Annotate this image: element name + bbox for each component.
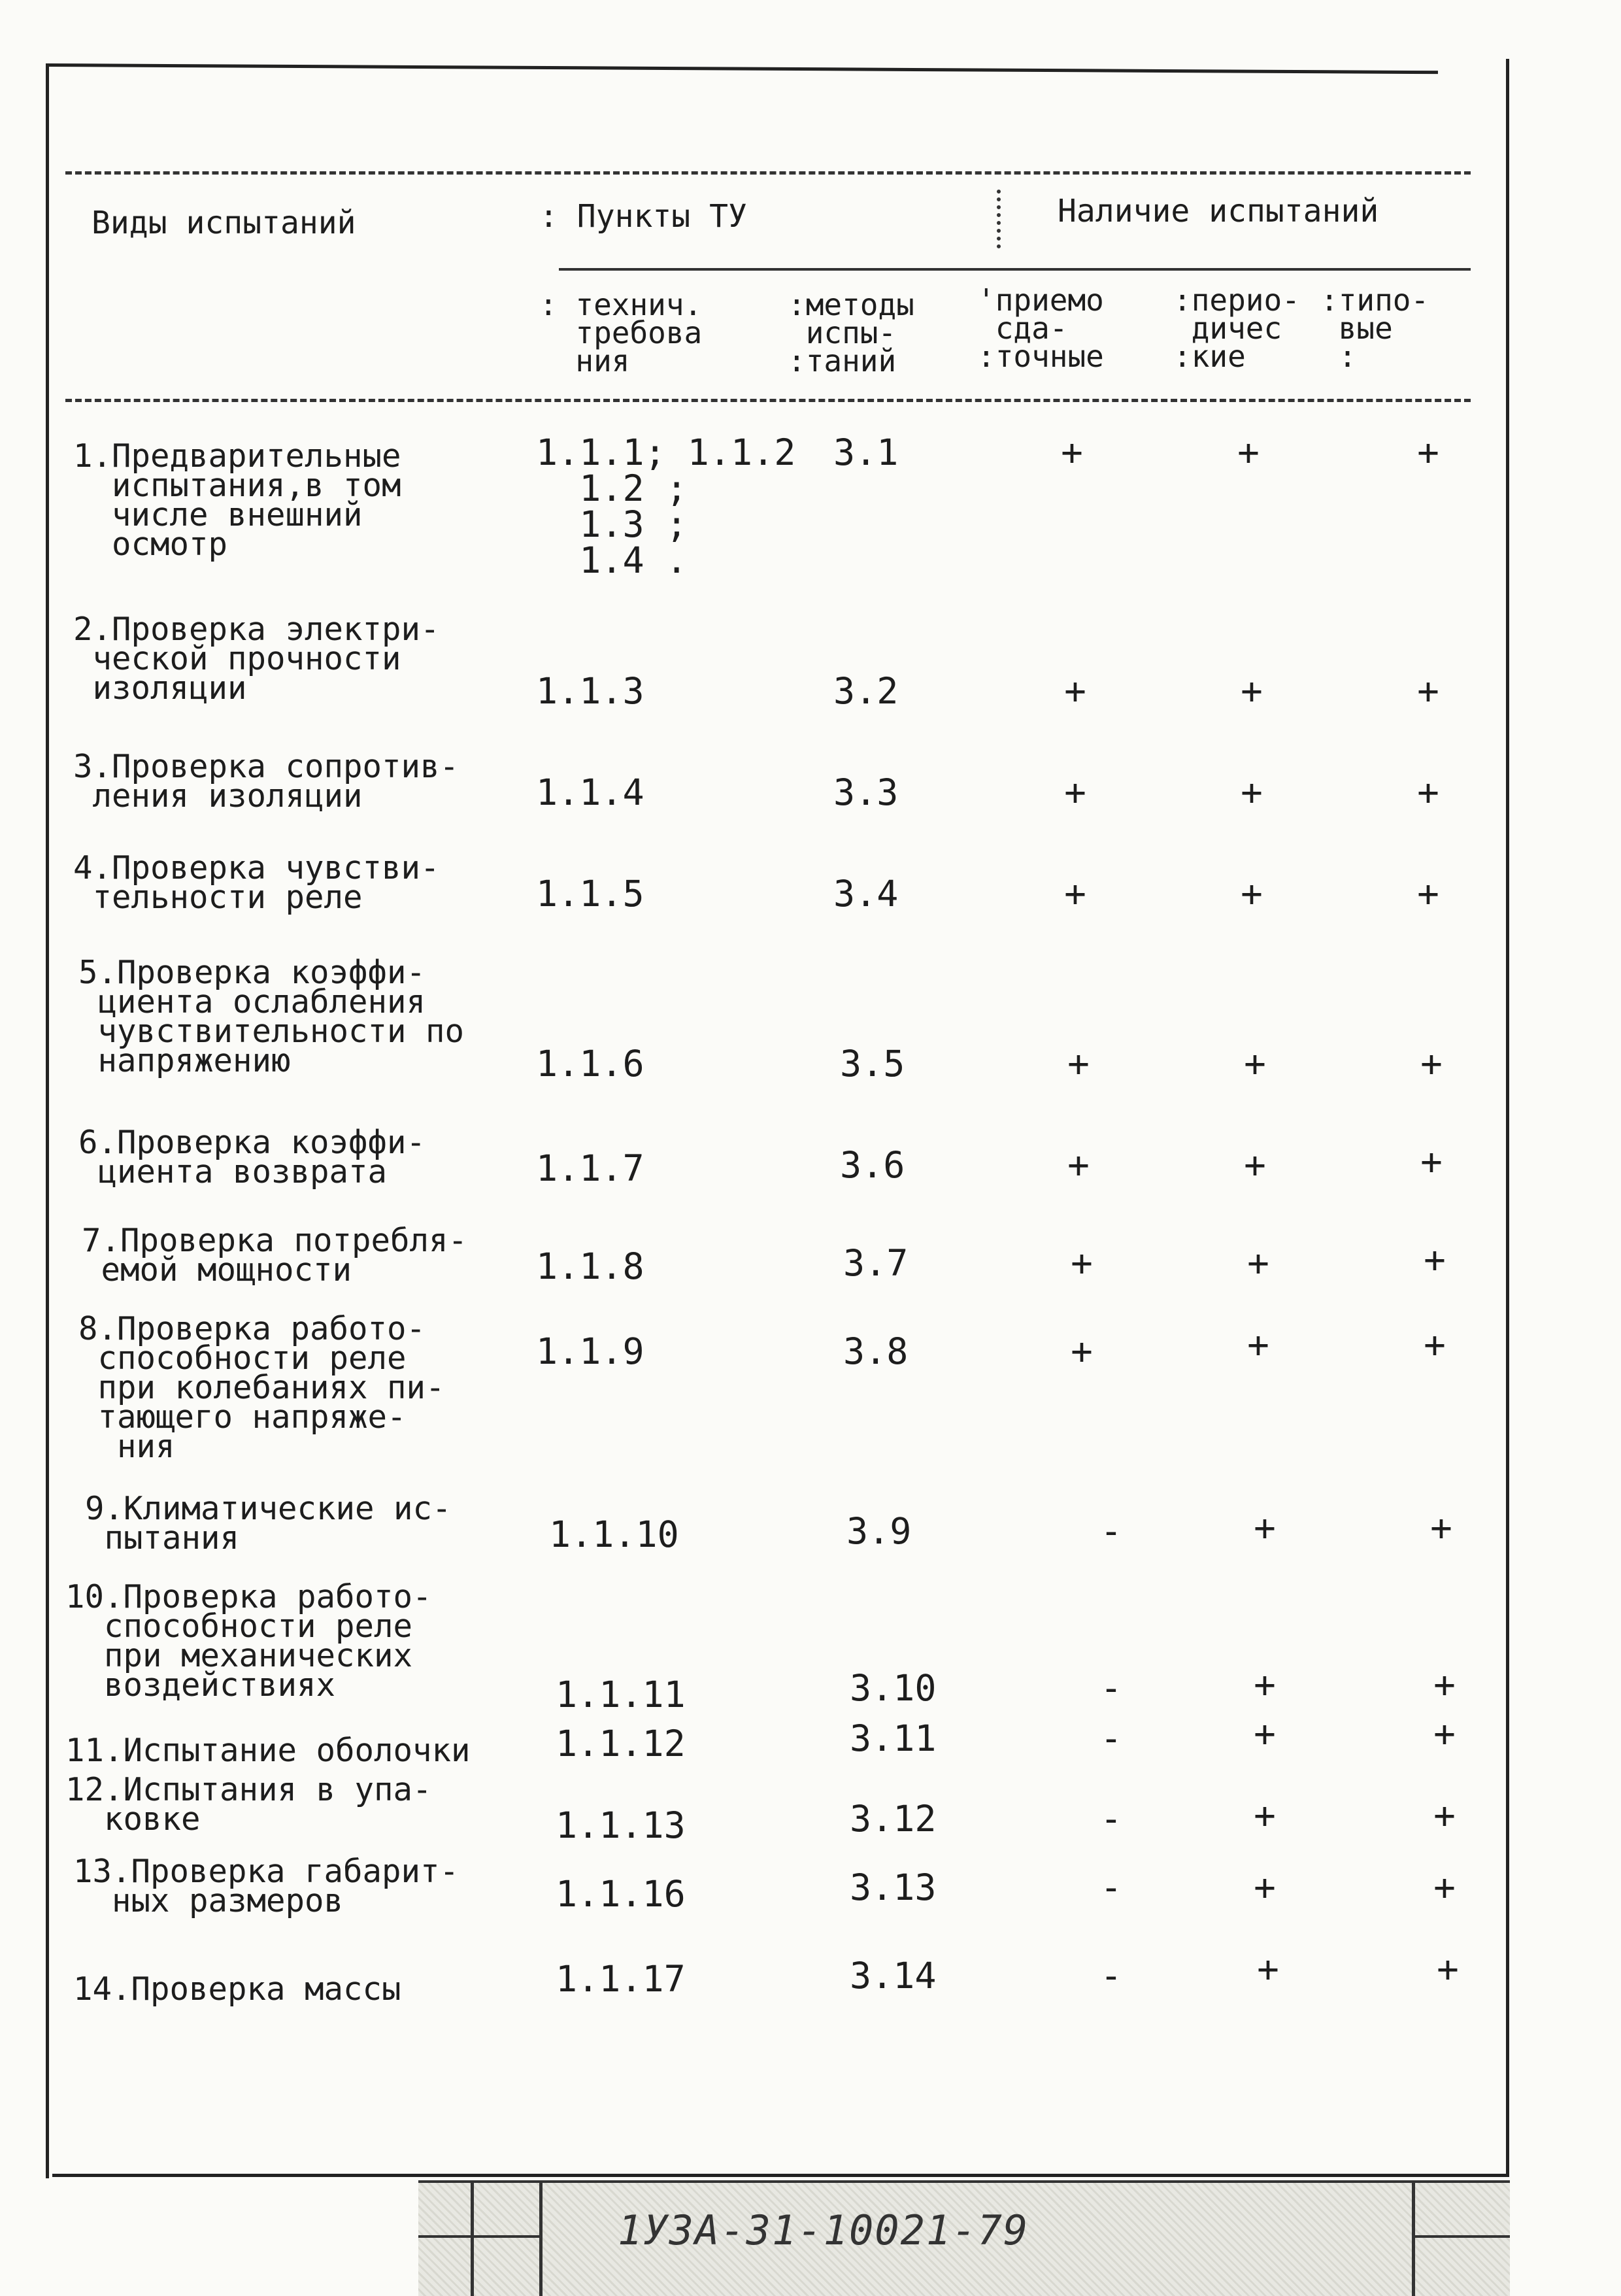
test-row-periodic-mark: + xyxy=(1247,1242,1269,1285)
test-row-name: 3.Проверка сопротив- ления изоляции xyxy=(73,748,460,815)
test-row-name: 12.Испытания в упа- ковке xyxy=(65,1771,432,1838)
test-row-periodic-mark: + xyxy=(1257,1948,1279,1991)
header-test-availability: Наличие испытаний xyxy=(1058,193,1379,229)
test-row-acceptance-mark: + xyxy=(1067,1144,1090,1187)
test-row-name: 5.Проверка коэффи- циента ослабления чувствительности по напряжению xyxy=(78,954,465,1079)
subheader-test-methods: :методы испы- :таний xyxy=(788,287,914,379)
test-row-type-mark: + xyxy=(1424,1324,1446,1366)
test-row-periodic-mark: + xyxy=(1241,873,1263,915)
test-row-name: 9.Климатические ис- пытания xyxy=(85,1490,452,1557)
frame-left-line xyxy=(46,63,49,2178)
test-row-name: 6.Проверка коэффи- циента возврата xyxy=(78,1124,426,1190)
test-row-periodic-mark: + xyxy=(1254,1866,1276,1909)
test-row-periodic-mark: + xyxy=(1241,771,1263,814)
test-row-name: 2.Проверка электри- ческой прочности изоляции xyxy=(73,611,440,707)
header-top-dashed-rule xyxy=(65,171,1471,175)
header-test-types: Виды испытаний xyxy=(92,205,356,241)
test-row-tech-ref: 1.1.13 xyxy=(556,1804,686,1846)
test-row-acceptance-mark: - xyxy=(1100,1866,1122,1909)
test-row-periodic-mark: + xyxy=(1254,1713,1276,1755)
stamp-divider xyxy=(1412,2235,1510,2238)
test-row-periodic-mark: + xyxy=(1254,1507,1276,1549)
test-row-name: 10.Проверка работо- способности реле при механических воздействиях xyxy=(65,1578,432,1704)
subheader-periodic: :перио- дичес :кие xyxy=(1173,282,1300,374)
header-bottom-dashed-rule xyxy=(65,399,1471,402)
test-row-method-ref: 3.14 xyxy=(850,1955,937,1997)
subheader-acceptance: 'приемо сда- :точные xyxy=(977,282,1104,374)
test-row-periodic-mark: + xyxy=(1244,1144,1266,1187)
test-row-tech-ref: 1.1.4 xyxy=(536,771,644,813)
stamp-divider xyxy=(418,2235,543,2238)
test-row-method-ref: 3.10 xyxy=(850,1667,937,1709)
document-code: 1УЗА-31-10021-79 xyxy=(618,2206,1029,2254)
test-row-name: 4.Проверка чувстви- тельности реле xyxy=(73,849,440,916)
test-row-periodic-mark: + xyxy=(1254,1795,1276,1837)
test-row-tech-ref: 1.1.16 xyxy=(556,1873,686,1915)
test-row-method-ref: 3.6 xyxy=(840,1144,905,1186)
test-row-name: 13.Проверка габарит- ных размеров xyxy=(73,1853,460,1919)
test-row-acceptance-mark: + xyxy=(1071,1242,1093,1285)
test-row-periodic-mark: + xyxy=(1244,1043,1266,1085)
test-row-acceptance-mark: + xyxy=(1064,670,1086,713)
test-row-method-ref: 3.11 xyxy=(850,1717,937,1759)
test-row-method-ref: 3.5 xyxy=(840,1043,905,1085)
test-row-tech-ref: 1.1.10 xyxy=(549,1513,679,1555)
test-row-name: 14.Проверка массы xyxy=(73,1970,401,2008)
test-row-periodic-mark: + xyxy=(1254,1664,1276,1706)
test-row-name: 1.Предварительные испытания,в том числе внешний осмотр xyxy=(73,437,401,563)
test-row-method-ref: 3.9 xyxy=(846,1510,912,1552)
test-row-method-ref: 3.13 xyxy=(850,1866,937,1908)
test-row-tech-ref: 1.1.9 xyxy=(536,1330,644,1372)
test-row-method-ref: 3.1 xyxy=(833,431,899,473)
test-row-type-mark: + xyxy=(1433,1664,1456,1706)
test-row-tech-ref: 1.1.11 xyxy=(556,1674,686,1715)
test-row-method-ref: 3.4 xyxy=(833,873,899,915)
test-row-type-mark: + xyxy=(1420,1141,1443,1183)
test-row-acceptance-mark: + xyxy=(1071,1330,1093,1373)
test-row-name: 11.Испытание оболочки xyxy=(65,1732,471,1769)
test-row-method-ref: 3.7 xyxy=(843,1242,909,1284)
test-row-type-mark: + xyxy=(1417,771,1439,814)
header-tu-points: : Пункты ТУ xyxy=(539,198,747,235)
test-row-type-mark: + xyxy=(1417,431,1439,474)
stamp-divider xyxy=(1412,2183,1415,2296)
subheader-technical-requirements: : технич. требова ния xyxy=(539,287,703,379)
test-row-method-ref: 3.2 xyxy=(833,670,899,712)
test-row-acceptance-mark: - xyxy=(1100,1955,1122,1997)
test-row-acceptance-mark: - xyxy=(1100,1798,1122,1840)
test-row-periodic-mark: + xyxy=(1247,1324,1269,1366)
test-row-type-mark: + xyxy=(1424,1239,1446,1281)
header-column-separator xyxy=(997,190,1001,248)
test-row-type-mark: + xyxy=(1417,670,1439,713)
test-row-tech-ref: 1.1.3 xyxy=(536,670,644,712)
test-row-acceptance-mark: - xyxy=(1100,1510,1122,1553)
test-row-type-mark: + xyxy=(1433,1713,1456,1755)
test-row-acceptance-mark: + xyxy=(1064,873,1086,915)
test-row-type-mark: + xyxy=(1417,873,1439,915)
stamp-divider xyxy=(471,2183,474,2296)
test-row-acceptance-mark: - xyxy=(1100,1717,1122,1760)
test-row-tech-ref: 1.1.12 xyxy=(556,1723,686,1764)
test-row-type-mark: + xyxy=(1437,1948,1459,1991)
test-row-tech-ref: 1.1.1; 1.1.2 1.2 ; 1.3 ; 1.4 . xyxy=(536,431,796,581)
test-row-periodic-mark: + xyxy=(1237,431,1260,474)
frame-right-line xyxy=(1506,59,1509,2177)
frame-top-line xyxy=(46,63,1438,74)
test-row-tech-ref: 1.1.7 xyxy=(536,1147,644,1189)
header-sub-rule xyxy=(559,268,1471,271)
test-row-tech-ref: 1.1.17 xyxy=(556,1958,686,2000)
test-row-type-mark: + xyxy=(1430,1507,1452,1549)
stamp-divider xyxy=(539,2183,543,2296)
test-row-type-mark: + xyxy=(1433,1795,1456,1837)
test-row-method-ref: 3.8 xyxy=(843,1330,909,1372)
test-row-tech-ref: 1.1.8 xyxy=(536,1245,644,1287)
test-row-acceptance-mark: + xyxy=(1064,771,1086,814)
test-row-acceptance-mark: + xyxy=(1067,1043,1090,1085)
test-row-type-mark: + xyxy=(1433,1866,1456,1909)
test-row-name: 7.Проверка потребля- емой мощности xyxy=(82,1222,468,1289)
test-row-method-ref: 3.12 xyxy=(850,1798,937,1840)
test-row-tech-ref: 1.1.5 xyxy=(536,873,644,915)
test-row-name: 8.Проверка работо- способности реле при колебаниях пи- тающего напряже- ния xyxy=(78,1310,445,1465)
test-row-acceptance-mark: - xyxy=(1100,1667,1122,1710)
test-row-tech-ref: 1.1.6 xyxy=(536,1043,644,1085)
test-row-type-mark: + xyxy=(1420,1043,1443,1085)
subheader-type-tests: :типо- вые : xyxy=(1320,282,1429,374)
frame-bottom-line xyxy=(52,2174,1507,2177)
test-row-acceptance-mark: + xyxy=(1061,431,1083,474)
test-row-periodic-mark: + xyxy=(1241,670,1263,713)
test-row-method-ref: 3.3 xyxy=(833,771,899,813)
